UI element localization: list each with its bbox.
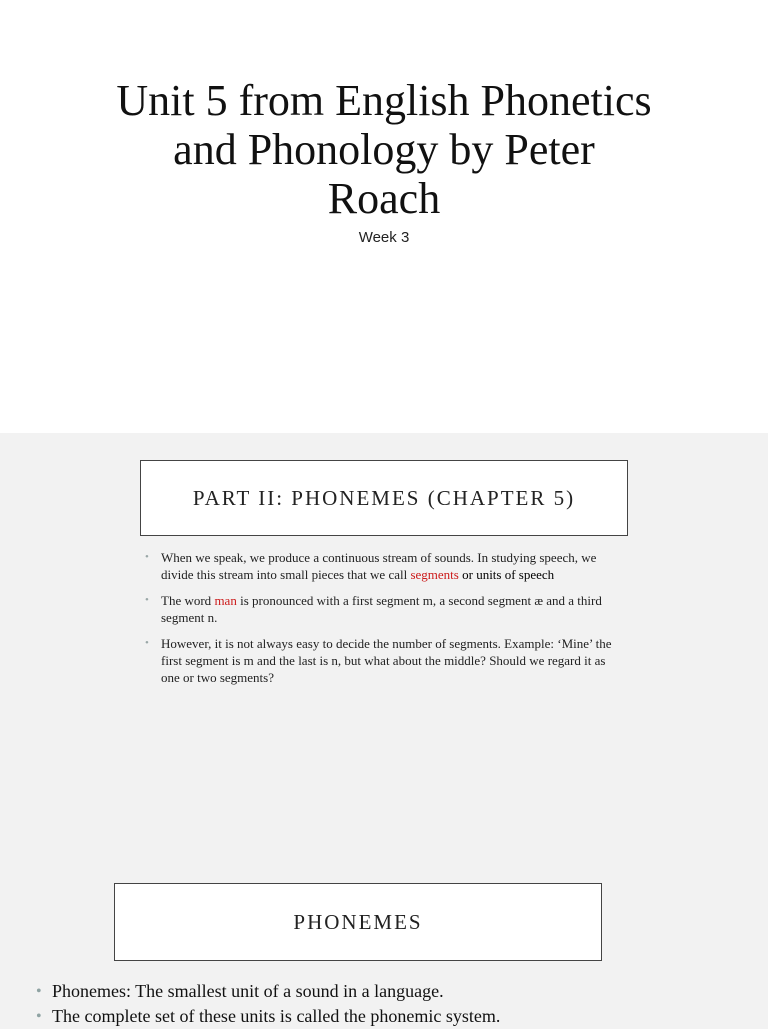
- bullet-text: However, it is not always easy to decide the number of segments. Example: ‘Mine’ the first segment is m and the last is n, but what about the middle? Should we regard it as one or two segments?: [161, 636, 612, 685]
- list-item: [36, 979, 756, 1004]
- list-item: [36, 1004, 756, 1029]
- bullet-icon: •: [145, 551, 149, 563]
- bullet-text-after: is pronounced with a first segment m, a second segment æ and a third segment n.: [161, 593, 602, 625]
- slide-title-line-2: and Phonology by Peter: [173, 125, 595, 174]
- section-heading-box: [140, 460, 628, 536]
- title-slide: [0, 0, 768, 433]
- part-two-slide: [0, 433, 768, 853]
- bullet-list: [145, 549, 625, 695]
- list-item: [145, 635, 625, 686]
- highlight-term: segments: [410, 567, 459, 582]
- bullet-text-before: The word: [161, 593, 215, 608]
- list-item: [145, 549, 625, 583]
- bullet-icon: •: [145, 594, 149, 606]
- list-item: [145, 592, 625, 626]
- bullet-text-before: When we speak, we produce a continuous stream of sounds. In studying speech, we divide this stream into small pieces that we call: [161, 550, 597, 582]
- slide-title: [0, 76, 768, 223]
- bullet-text: The complete set of these units is called the phonemic system.: [52, 1006, 501, 1026]
- phonemes-slide: [0, 853, 768, 1024]
- slide-title-line-1: Unit 5 from English Phonetics: [116, 76, 652, 125]
- highlight-term: man: [214, 593, 237, 608]
- slide-title-line-3: Roach: [327, 174, 441, 223]
- section-heading: PART II: PHONEMES (CHAPTER 5): [192, 485, 576, 510]
- bullet-text: Phonemes: The smallest unit of a sound in a language.: [52, 981, 444, 1001]
- section-heading: PHONEMES: [293, 909, 423, 934]
- bullet-icon: •: [36, 983, 42, 1000]
- section-heading-box: [114, 883, 602, 961]
- bullet-text-after: or units of speech: [458, 567, 555, 582]
- bullet-icon: •: [36, 1008, 42, 1025]
- bullet-list: [36, 979, 756, 1029]
- slide-subtitle: Week 3: [358, 229, 410, 246]
- bullet-icon: •: [145, 637, 149, 649]
